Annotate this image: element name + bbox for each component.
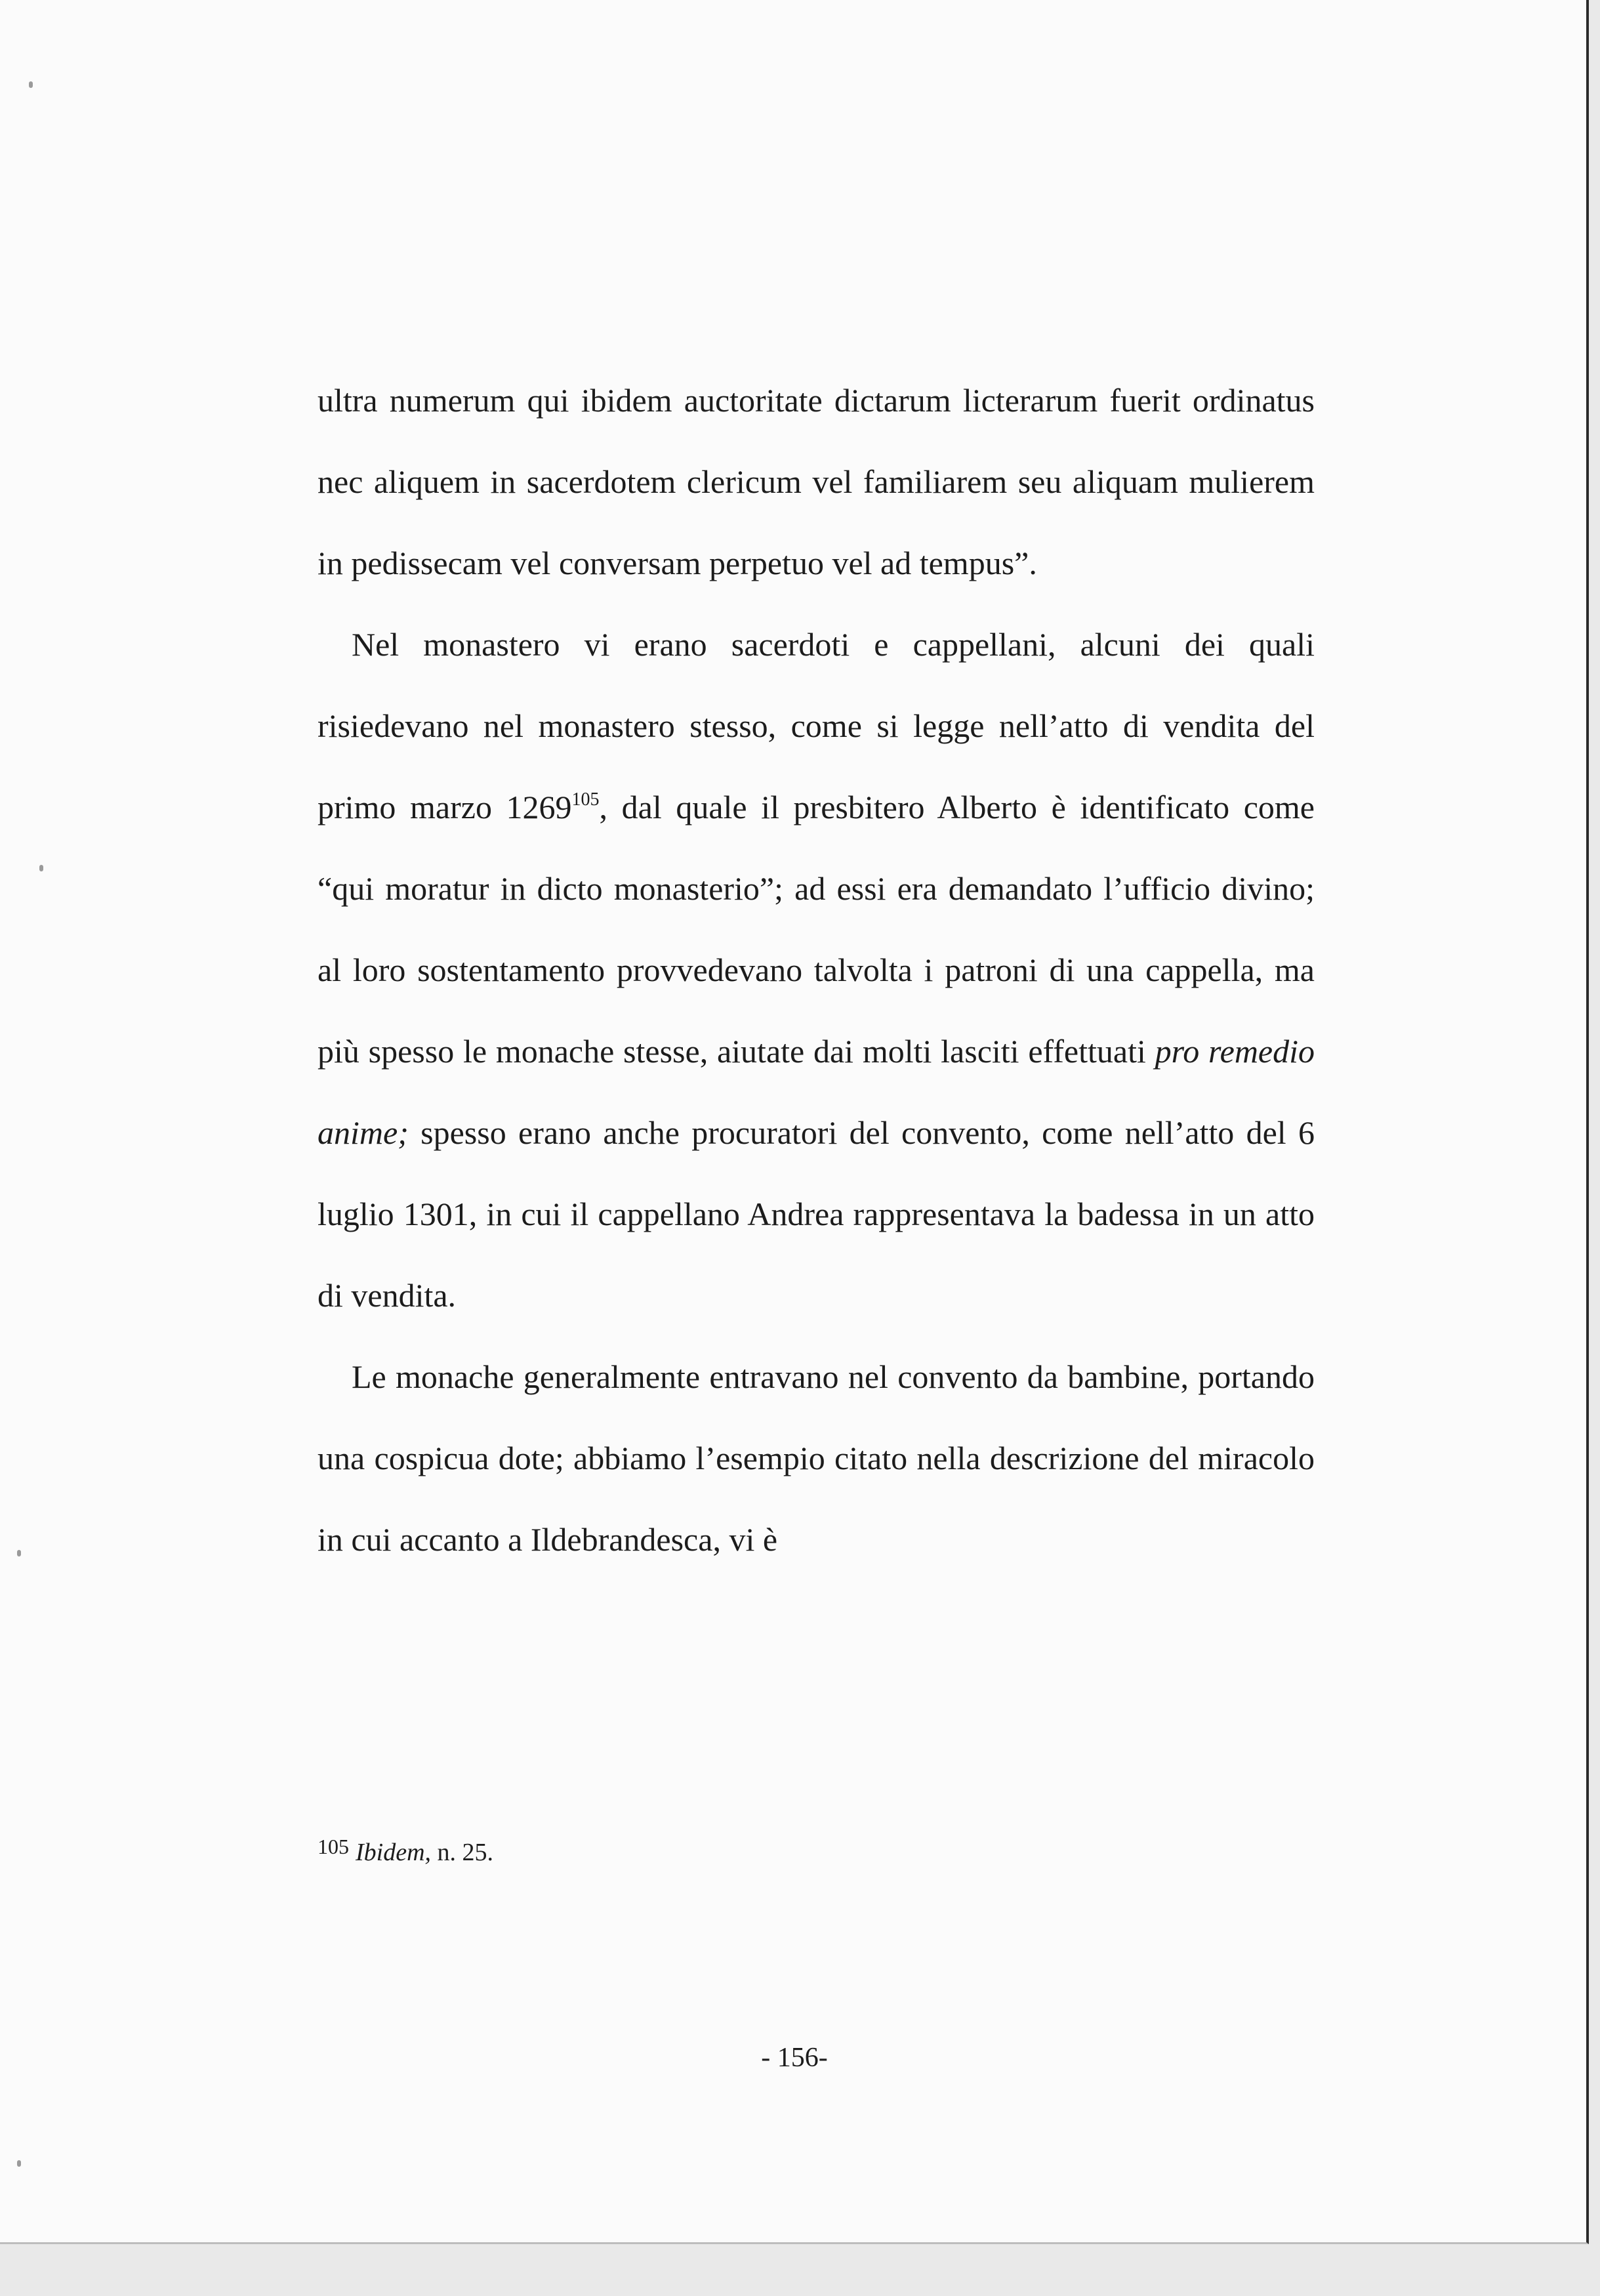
footnote-italic: Ibidem,: [356, 1839, 432, 1866]
body-text: [318, 360, 1315, 1580]
page-number: - 156-: [761, 2043, 828, 2073]
footnote-reference: 105: [571, 789, 600, 810]
scan-speck: [39, 865, 43, 871]
scan-speck: [17, 1550, 21, 1556]
paragraph-3: Le monache generalmente entravano nel convento da bambine, portando una cospicua dote; abbiamo l’esempio citato nella descrizione del miracolo in cui accanto a Ildebrandesca, vi è: [318, 1358, 1315, 1558]
italic-phrase: pro remedio anime;: [318, 1033, 1315, 1151]
paragraph-2: [318, 604, 1315, 1336]
paragraph-2-part-2: , dal quale il presbitero Alberto è identificato come “qui moratur in dicto monasterio”; ad essi era demandato l’ufficio divino; al loro sostentamento provvedevano talvolta i patroni di una cappella, ma più spesso le monache stesse, aiutate dai molti lasciti effettuati: [318, 789, 1315, 1070]
paragraph-1: ultra numerum qui ibidem auctoritate dictarum licterarum fuerit ordinatus nec aliquem in sacerdotem clericum vel familiarem seu aliquam mulierem in pedissecam vel conversam perpetuo vel ad tempus”.: [318, 382, 1315, 581]
footnote: [318, 1829, 493, 1869]
paragraph-2-part-3: spesso erano anche procuratori del convento, come nell’atto del 6 luglio 1301, in cui il cappellano Andrea rappresentava la badessa in un atto di vendita.: [318, 1114, 1315, 1314]
footnote-text: n. 25.: [431, 1839, 494, 1866]
scan-speck: [29, 81, 33, 88]
footnote-number: 105: [318, 1835, 349, 1858]
paragraph-2-part-1: Nel monastero vi erano sacerdoti e cappellani, alcuni dei quali risiedevano nel monastero stesso, come si legge nell’atto di vendita del primo marzo 1269: [318, 626, 1315, 825]
scan-speck: [17, 2160, 21, 2167]
